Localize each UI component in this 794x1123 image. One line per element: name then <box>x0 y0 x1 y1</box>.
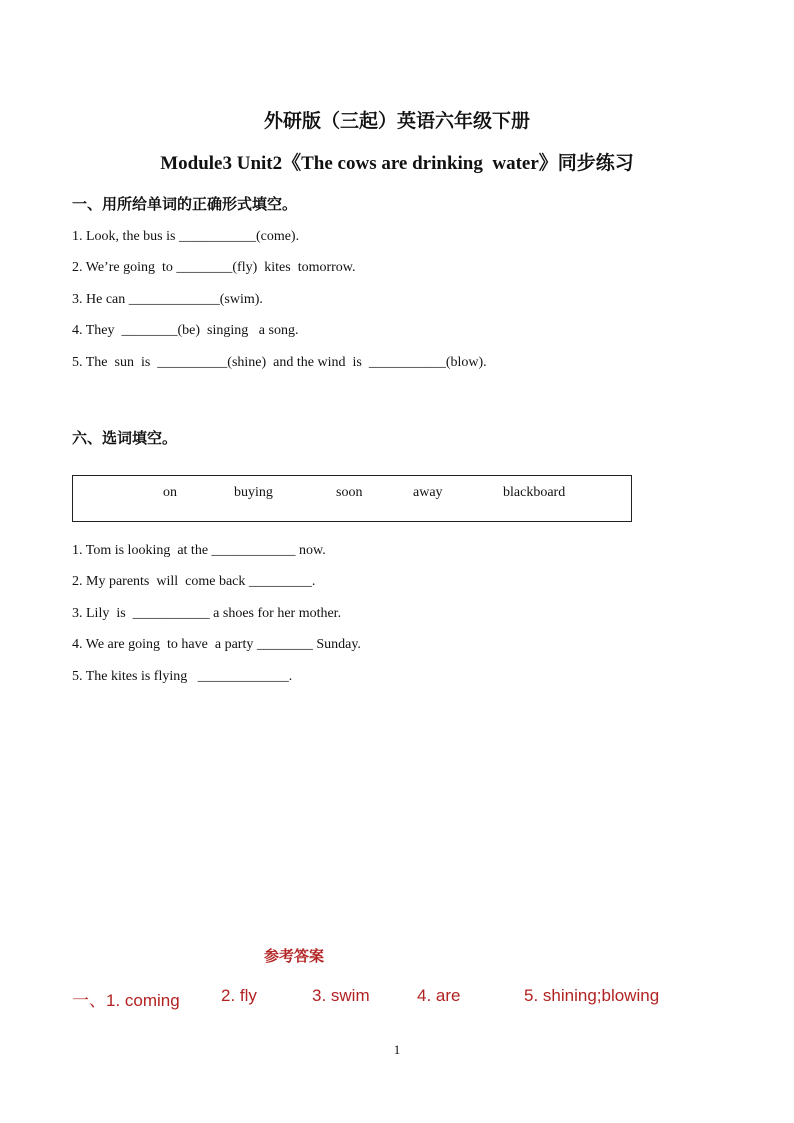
question-1-4: 4. They ________(be) singing a song. <box>72 323 299 338</box>
page-number: 1 <box>393 1042 401 1057</box>
document-subtitle: Module3 Unit2《The cows are drinking water》同步练习 <box>160 153 634 174</box>
word-bank-item: blackboard <box>503 485 566 500</box>
section-1-heading: 一、用所给单词的正确形式填空。 <box>72 195 298 213</box>
question-2-1: 1. Tom is looking at the ____________ now. <box>72 543 326 558</box>
question-1-2: 2. We’re going to ________(fly) kites tomorrow. <box>72 260 356 275</box>
question-2-2: 2. My parents will come back _________. <box>72 574 316 589</box>
answer-item: 2. fly <box>221 986 257 1005</box>
word-bank-item: on <box>163 485 177 500</box>
answer-item: 5. shining;blowing <box>524 986 660 1005</box>
question-2-5: 5. The kites is flying _____________. <box>72 669 293 684</box>
word-bank-box <box>72 475 632 522</box>
answer-item: 4. are <box>417 986 461 1005</box>
word-bank-item: soon <box>336 485 363 500</box>
document-title: 外研版（三起）英语六年级下册 <box>263 110 530 132</box>
answer-key-title: 参考答案 <box>264 947 325 965</box>
question-1-5: 5. The sun is __________(shine) and the wind is ___________(blow). <box>72 355 487 370</box>
section-2-heading: 六、选词填空。 <box>72 429 178 447</box>
answer-item: 一、1. coming <box>72 991 180 1010</box>
answer-item: 3. swim <box>312 986 370 1005</box>
question-1-3: 3. He can _____________(swim). <box>72 292 263 307</box>
question-2-4: 4. We are going to have a party ________ Sunday. <box>72 637 361 652</box>
question-1-1: 1. Look, the bus is ___________(come). <box>72 229 300 244</box>
question-2-3: 3. Lily is ___________ a shoes for her mother. <box>72 606 342 621</box>
word-bank-item: away <box>413 485 443 500</box>
word-bank-item: buying <box>234 485 273 500</box>
